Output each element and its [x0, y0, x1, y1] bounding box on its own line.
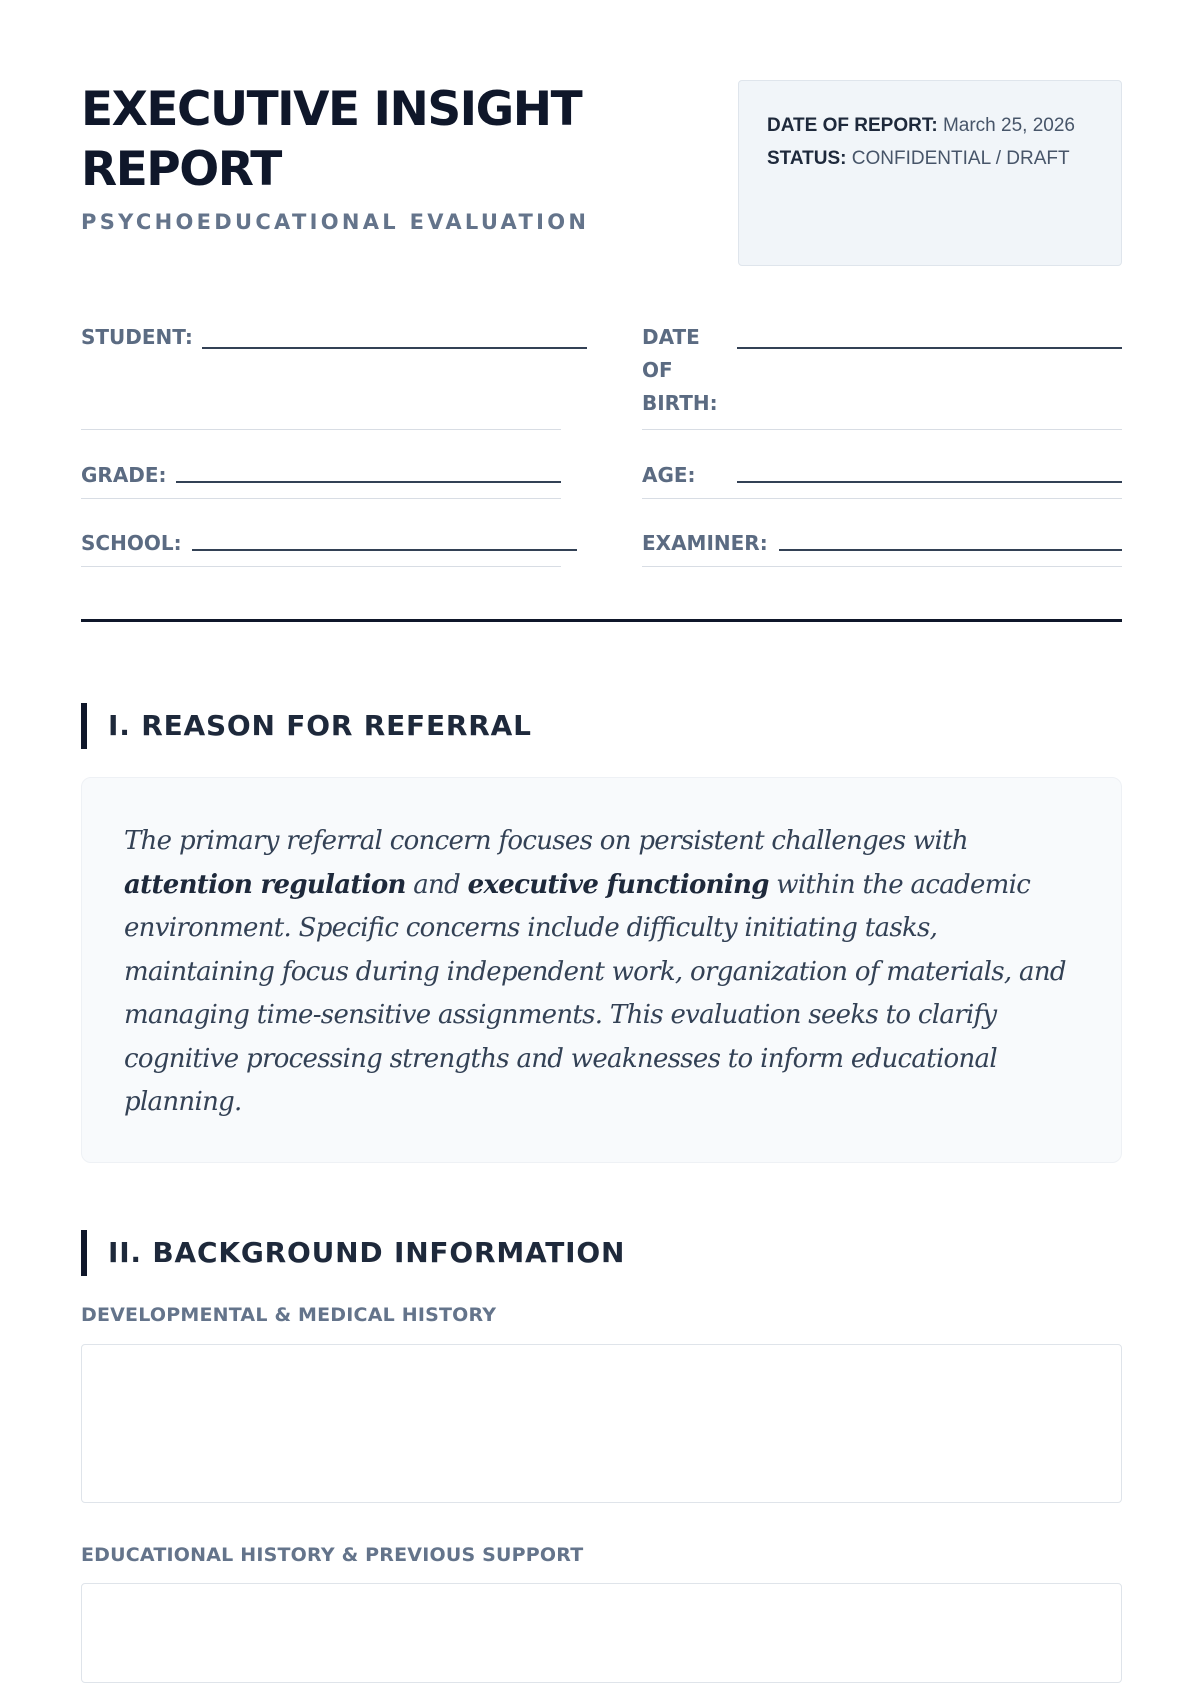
date-of-birth-label: DATE OF BIRTH: — [642, 325, 718, 415]
status-label: STATUS: — [767, 148, 847, 169]
status-value: CONFIDENTIAL / DRAFT — [851, 148, 1070, 169]
age-input-line[interactable] — [737, 481, 1122, 483]
date-of-birth-field[interactable] — [642, 321, 1122, 430]
educational-history-input[interactable] — [81, 1583, 1122, 1683]
date-of-report — [767, 109, 1093, 142]
header-divider — [81, 619, 1122, 622]
grade-label: GRADE: — [81, 463, 167, 487]
student-field[interactable] — [81, 321, 561, 430]
report-status — [767, 142, 1093, 175]
examiner-input-line[interactable] — [779, 549, 1122, 551]
school-label: SCHOOL: — [81, 531, 182, 555]
date-of-birth-input-line[interactable] — [737, 347, 1122, 349]
examiner-field[interactable] — [642, 527, 1122, 567]
report-subtitle: PSYCHOEDUCATIONAL EVALUATION — [81, 210, 590, 234]
report-meta-box — [738, 80, 1122, 266]
section-heading-background: II. BACKGROUND INFORMATION — [81, 1230, 625, 1276]
grade-input-line[interactable] — [176, 481, 561, 483]
educational-history-label: EDUCATIONAL HISTORY & PREVIOUS SUPPORT — [81, 1544, 584, 1566]
section-heading-referral: I. REASON FOR REFERRAL — [81, 703, 532, 749]
emphasis-executive-functioning: executive functioning — [467, 869, 769, 900]
developmental-history-label: DEVELOPMENTAL & MEDICAL HISTORY — [81, 1304, 497, 1326]
school-input-line[interactable] — [192, 549, 577, 551]
student-input-line[interactable] — [202, 347, 587, 349]
developmental-history-input[interactable] — [81, 1344, 1122, 1503]
school-field[interactable] — [81, 527, 561, 567]
referral-summary-box — [81, 777, 1122, 1163]
student-label: STUDENT: — [81, 325, 193, 349]
referral-summary-text: The primary referral concern focuses on persistent challenges with attention regulation and executive functioning within the academic environment. Specific concerns include difficulty initiating tasks, maintaining focus during independent work, organization of materials, and managing time-sensitive assignments. This evaluation seeks to clarify cognitive processing strengths and weaknesses to inform educational planning. — [124, 826, 1066, 1117]
age-field[interactable] — [642, 459, 1122, 499]
examiner-label: EXAMINER: — [642, 531, 768, 555]
report-title: EXECUTIVE INSIGHT REPORT — [81, 82, 582, 197]
date-of-report-label: DATE OF REPORT: — [767, 115, 938, 136]
age-label: AGE: — [642, 463, 696, 487]
emphasis-attention-regulation: attention regulation — [124, 869, 406, 900]
date-of-report-value: March 25, 2026 — [942, 115, 1075, 136]
grade-field[interactable] — [81, 459, 561, 499]
